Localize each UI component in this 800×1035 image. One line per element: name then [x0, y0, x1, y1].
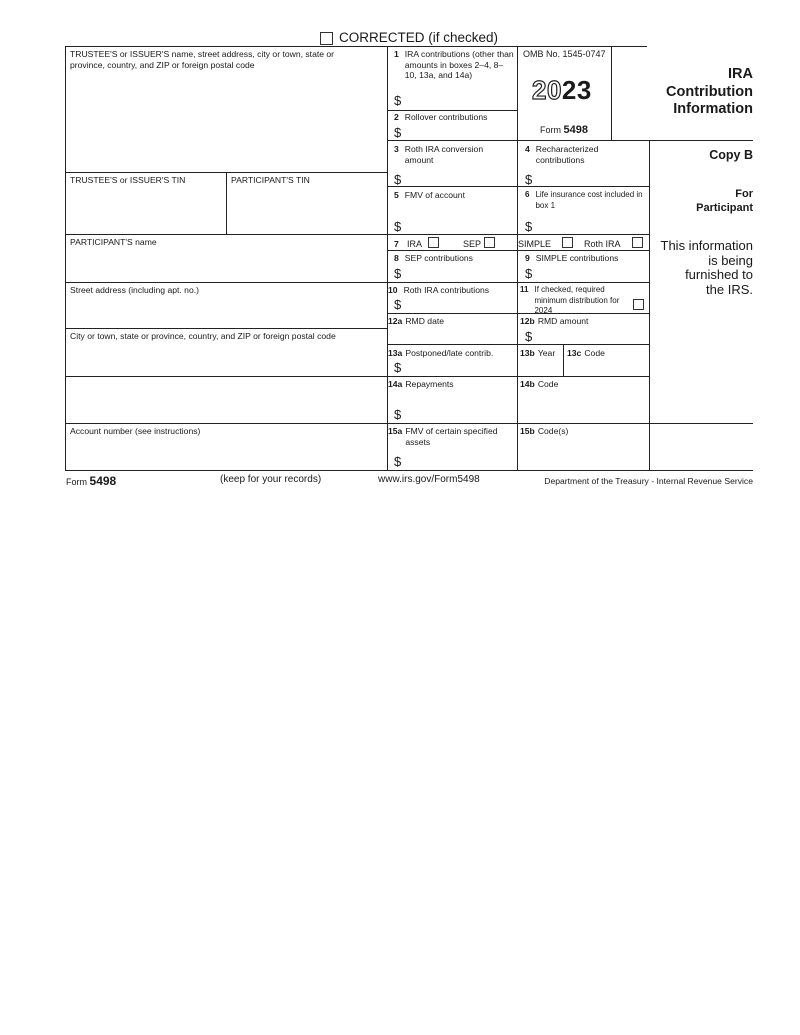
box8-label [394, 253, 473, 264]
box2-number: 2 [394, 112, 399, 122]
box10-label [388, 285, 489, 296]
box11-number: 11 [520, 285, 529, 294]
box9-number: 9 [525, 253, 530, 263]
tax-year [532, 75, 592, 106]
street-address-label: Street address (including apt. no.) [70, 285, 199, 295]
trustee-name-label: TRUSTEE'S or ISSUER'S name, street address, city or town, state or province, country, and ZIP or foreign postal code [70, 49, 335, 70]
box4-label [525, 144, 645, 165]
irs-notice-line2: is being [708, 252, 753, 268]
box15b-number: 15b [520, 426, 535, 436]
box1-number: 1 [394, 49, 399, 59]
footer-department: Department of the Treasury - Internal Revenue Service [544, 476, 753, 486]
box14a-number: 14a [388, 379, 403, 389]
box13c-label [567, 348, 605, 359]
participant-name-label: PARTICIPANT'S name [70, 237, 157, 247]
box2-text: Rollover contributions [404, 112, 488, 122]
box9-dollar: $ [525, 266, 533, 281]
box7-simple-checkbox[interactable] [562, 237, 573, 248]
box7-sep-checkbox[interactable] [484, 237, 495, 248]
box9-label [525, 253, 618, 264]
tax-year-outline: 20 [532, 75, 562, 105]
corrected-checkbox[interactable] [320, 32, 333, 45]
box12a-text: RMD date [405, 316, 445, 326]
box2-dollar: $ [394, 125, 402, 140]
footer-form-number: 5498 [89, 474, 117, 488]
form-title-line1: IRA [728, 66, 753, 82]
box4-dollar: $ [525, 172, 533, 187]
footer-form-prefix: Form [66, 477, 87, 487]
tax-year-bold: 23 [561, 75, 592, 105]
participant-tin-label: PARTICIPANT'S TIN [231, 175, 310, 185]
box15a-label [388, 426, 514, 447]
box12b-label [520, 316, 588, 327]
box4-text: Recharacterized contributions [535, 144, 599, 165]
box13a-number: 13a [388, 348, 403, 358]
box7-sep-label: SEP [463, 239, 482, 249]
box12b-number: 12b [520, 316, 535, 326]
box5-label [394, 190, 465, 201]
box7-ira-label: IRA [407, 239, 423, 249]
box9-text: SIMPLE contributions [535, 253, 619, 263]
for-line2: Participant [696, 201, 753, 214]
box6-dollar: $ [525, 219, 533, 234]
box14a-text: Repayments [405, 379, 454, 389]
irs-notice-line3: furnished to [685, 267, 753, 282]
box15a-text: FMV of certain specified assets [405, 426, 498, 447]
city-state-label: City or town, state or province, country, and ZIP or foreign postal code [70, 331, 336, 341]
form-title [666, 66, 753, 119]
omb-number: OMB No. 1545-0747 [523, 49, 606, 59]
copy-label: Copy B [709, 148, 753, 162]
box13c-number: 13c [567, 348, 582, 358]
box7-roth-checkbox[interactable] [632, 237, 643, 248]
box6-label [525, 190, 649, 211]
box15a-number: 15a [388, 426, 403, 436]
irs-notice-line4: the IRS. [706, 281, 753, 297]
box1-dollar: $ [394, 93, 402, 108]
omb-form-number: 5498 [563, 124, 588, 136]
account-number-label: Account number (see instructions) [70, 426, 201, 436]
box12b-dollar: $ [525, 329, 533, 344]
form-title-line3: Information [673, 101, 753, 117]
box5-dollar: $ [394, 219, 402, 234]
box12a-number: 12a [388, 316, 403, 326]
box11-rmd-checkbox[interactable] [633, 299, 644, 310]
box13c-text: Code [584, 348, 605, 358]
box7-number: 7 [394, 239, 399, 249]
box3-dollar: $ [394, 172, 402, 187]
box7-simple-label: SIMPLE [518, 239, 552, 249]
box14b-text: Code [537, 379, 559, 389]
box15a-dollar: $ [394, 454, 402, 469]
for-line1: For [735, 188, 753, 200]
box15b-label [520, 426, 568, 437]
trustee-tin-label: TRUSTEE'S or ISSUER'S TIN [70, 175, 186, 185]
omb-form-prefix: Form [540, 125, 561, 135]
box4-number: 4 [525, 144, 530, 154]
box13a-dollar: $ [394, 360, 402, 375]
form-title-line2: Contribution [666, 83, 753, 100]
box15b-text: Code(s) [537, 426, 569, 436]
box11-text: If checked, required minimum distribution for 2024 [534, 285, 620, 315]
box6-text: Life insurance cost included in box 1 [535, 190, 643, 210]
box10-number: 10 [388, 285, 398, 295]
irs-notice [661, 239, 753, 297]
box7-ira-checkbox[interactable] [428, 237, 439, 248]
footer-url[interactable]: www.irs.gov/Form5498 [378, 474, 480, 485]
box3-number: 3 [394, 144, 399, 154]
for-participant [696, 188, 753, 215]
box3-text: Roth IRA conversion amount [404, 144, 484, 165]
irs-notice-line1: This information [660, 238, 753, 253]
box3-label [394, 144, 514, 165]
box5-text: FMV of account [404, 190, 465, 200]
box12a-label [388, 316, 444, 327]
box11-label [520, 285, 638, 317]
box13a-label [388, 348, 493, 359]
box1-text: IRA contributions (other than amounts in boxes 2–4, 8–10, 13a, and 14a) [404, 49, 514, 80]
footer-keep-records: (keep for your records) [220, 474, 322, 485]
box6-number: 6 [525, 190, 530, 199]
box13b-text: Year [537, 348, 556, 358]
box10-text: Roth IRA contributions [403, 285, 490, 295]
box2-label [394, 112, 487, 123]
box8-text: SEP contributions [404, 253, 473, 263]
box12b-text: RMD amount [537, 316, 589, 326]
box8-number: 8 [394, 253, 399, 263]
box14b-number: 14b [520, 379, 535, 389]
box7-roth-label: Roth IRA [584, 239, 621, 249]
corrected-label: CORRECTED (if checked) [339, 30, 499, 45]
box10-dollar: $ [394, 297, 402, 312]
box13b-number: 13b [520, 348, 535, 358]
box14a-label [388, 379, 454, 390]
omb-form-id [540, 125, 588, 136]
footer-form-id [66, 474, 116, 488]
box1-label [394, 49, 514, 81]
box13a-text: Postponed/late contrib. [405, 348, 494, 358]
box5-number: 5 [394, 190, 399, 200]
box14a-dollar: $ [394, 407, 402, 422]
box8-dollar: $ [394, 266, 402, 281]
box13b-label [520, 348, 555, 359]
box14b-label [520, 379, 558, 390]
